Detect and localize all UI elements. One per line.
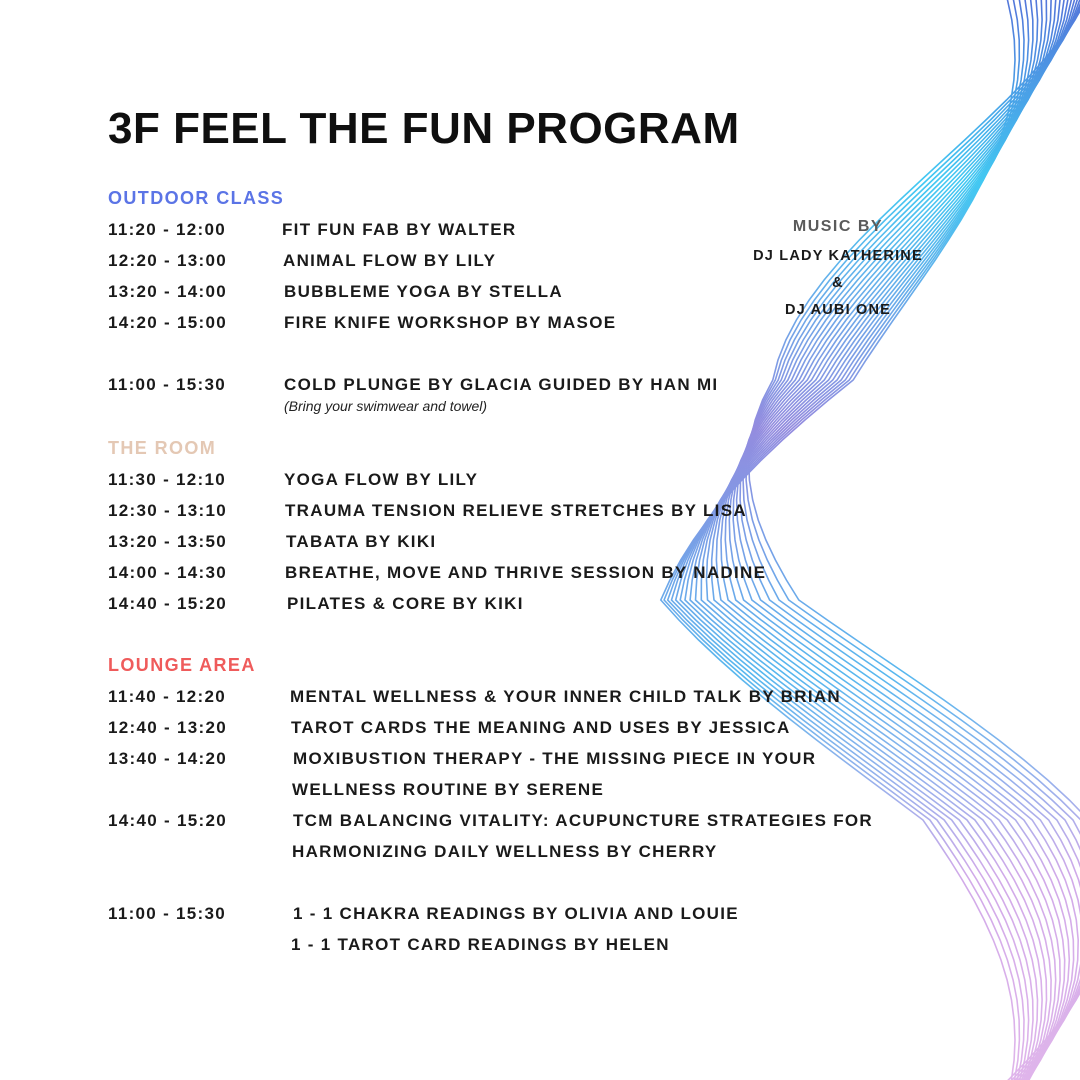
dj-name: DJ LADY KATHERINE xyxy=(753,248,923,264)
session-title: COLD PLUNGE BY GLACIA GUIDED BY HAN MI xyxy=(284,375,719,394)
wave-line xyxy=(737,0,1080,1080)
session-title: FIRE KNIFE WORKSHOP BY MASOE xyxy=(284,313,617,332)
wave-line xyxy=(733,0,1080,1080)
session-title: TCM BALANCING VITALITY: ACUPUNCTURE STRATEGIES FOR xyxy=(293,811,874,830)
session-title: YOGA FLOW BY LILY xyxy=(284,470,479,489)
time-slot: 13:40 - 14:20 xyxy=(108,749,227,768)
wave-line xyxy=(729,0,1080,1080)
wave-line xyxy=(743,0,1080,1080)
page-title: 3F FEEL THE FUN PROGRAM xyxy=(108,104,740,153)
section-heading-outdoor: OUTDOOR CLASS xyxy=(108,188,285,208)
ampersand: & xyxy=(832,275,844,291)
time-slot: 14:00 - 14:30 xyxy=(108,563,227,582)
session-title-continued: 1 - 1 TAROT CARD READINGS BY HELEN xyxy=(291,935,670,954)
time-slot: 11:00 - 15:30 xyxy=(108,375,227,394)
time-slot: 11:40 - 12:20 xyxy=(108,687,227,706)
session-title-continued: HARMONIZING DAILY WELLNESS BY CHERRY xyxy=(292,842,718,861)
time-slot: 13:20 - 13:50 xyxy=(108,532,227,551)
session-title: FIT FUN FAB BY WALTER xyxy=(282,220,517,239)
wave-line xyxy=(740,0,1080,1080)
wave-line xyxy=(721,0,1074,1080)
time-slot: 13:20 - 14:00 xyxy=(108,282,227,301)
session-title: ANIMAL FLOW BY LILY xyxy=(283,251,497,270)
session-title: TRAUMA TENSION RELIEVE STRETCHES BY LISA xyxy=(285,501,747,520)
session-title: MENTAL WELLNESS & YOUR INNER CHILD TALK BY BRIAN xyxy=(290,687,841,706)
dj-name: DJ AUBI ONE xyxy=(784,302,892,318)
section-heading-room: THE ROOM xyxy=(108,438,217,458)
time-slot: 11:00 - 15:30 xyxy=(108,904,227,923)
time-slot: 14:40 - 15:20 xyxy=(108,811,227,830)
session-title: TAROT CARDS THE MEANING AND USES BY JESSICA xyxy=(291,718,791,737)
time-slot: 14:40 - 15:20 xyxy=(108,594,227,613)
session-title: PILATES & CORE BY KIKI xyxy=(287,594,524,613)
music-by-label: MUSIC BY xyxy=(792,218,884,235)
session-title: BREATHE, MOVE AND THRIVE SESSION BY NADINE xyxy=(285,563,767,582)
time-slot: 12:40 - 13:20 xyxy=(108,718,227,737)
session-title: BUBBLEME YOGA BY STELLA xyxy=(284,282,563,301)
wave-line xyxy=(746,0,1080,1080)
section-heading-lounge: LOUNGE AREA xyxy=(108,655,256,675)
session-title: 1 - 1 CHAKRA READINGS BY OLIVIA AND LOUIE xyxy=(293,904,739,923)
session-title: MOXIBUSTION THERAPY - THE MISSING PIECE IN YOUR xyxy=(293,749,817,768)
wave-line xyxy=(716,0,1069,1080)
session-title-continued: WELLNESS ROUTINE BY SERENE xyxy=(292,780,605,799)
session-note: (Bring your swimwear and towel) xyxy=(284,398,488,414)
wave-line xyxy=(749,0,1080,1080)
time-slot: 11:20 - 12:00 xyxy=(108,220,227,239)
session-title: TABATA BY KIKI xyxy=(286,532,437,551)
time-slot: 12:30 - 13:10 xyxy=(108,501,227,520)
time-slot: 11:30 - 12:10 xyxy=(108,470,227,489)
wave-line xyxy=(701,0,1055,1080)
time-slot: 14:20 - 15:00 xyxy=(108,313,227,332)
time-slot: 12:20 - 13:00 xyxy=(108,251,227,270)
